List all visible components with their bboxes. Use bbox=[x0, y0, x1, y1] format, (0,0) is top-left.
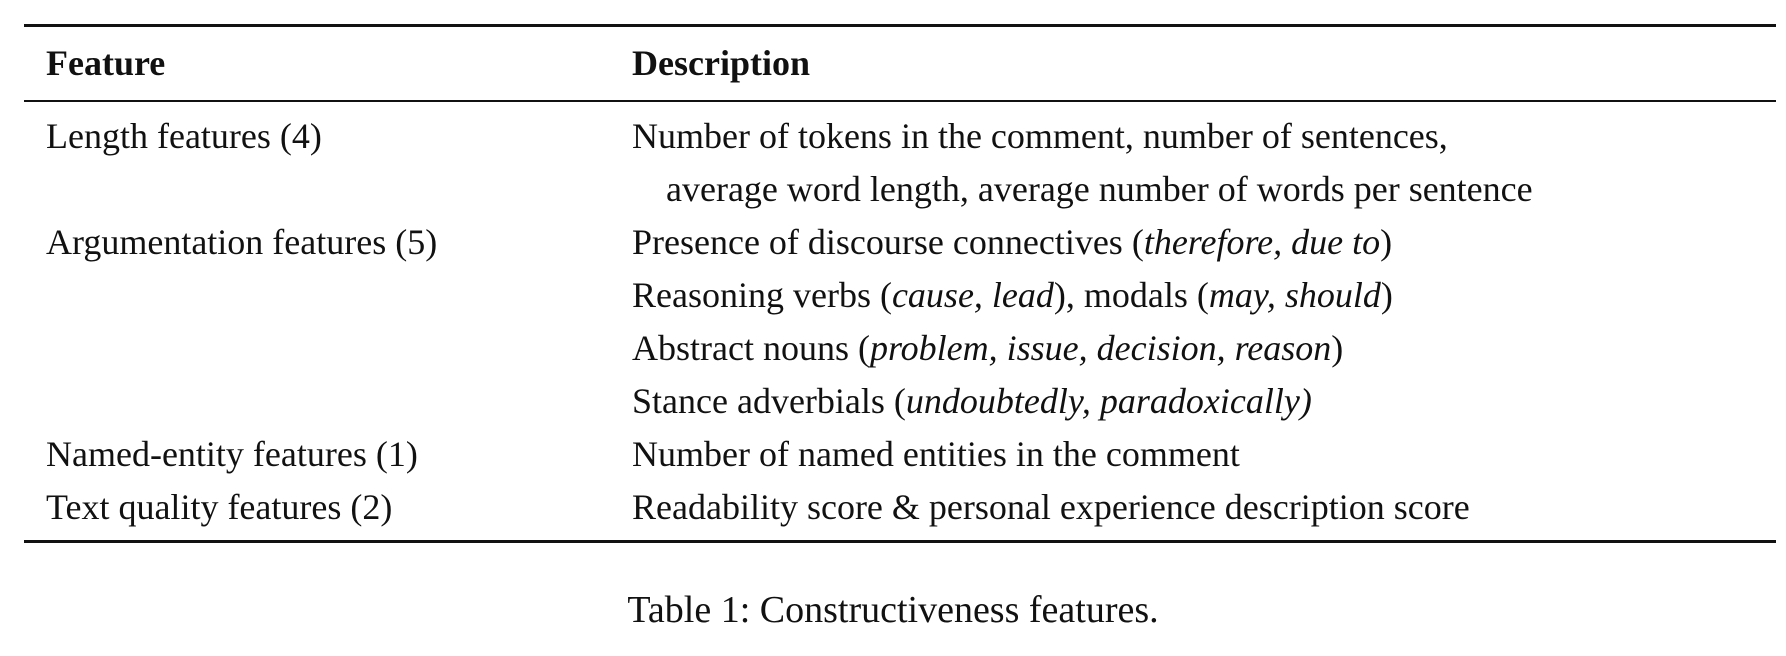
example-terms: cause, lead bbox=[891, 275, 1054, 315]
header-feature: Feature bbox=[46, 43, 166, 83]
description-text: Presence of discourse connectives ( bbox=[632, 222, 1144, 262]
table-row bbox=[24, 110, 1776, 163]
description-cell bbox=[632, 322, 1343, 375]
description-text: Number of tokens in the comment, number of sentences, bbox=[632, 116, 1448, 156]
description-cell bbox=[632, 375, 1312, 428]
table-caption: Table 1: Constructiveness features. bbox=[627, 589, 1159, 631]
header-description: Description bbox=[632, 43, 810, 83]
description-text: Reasoning verbs ( bbox=[632, 275, 892, 315]
description-text: Number of named entities in the comment bbox=[632, 434, 1240, 474]
feature-cell: Named-entity features (1) bbox=[46, 434, 418, 474]
example-terms: problem, issue, decision, reason bbox=[869, 328, 1332, 368]
example-terms: may, should bbox=[1208, 275, 1381, 315]
table-row bbox=[24, 375, 1776, 428]
example-terms: undoubtedly, paradoxically) bbox=[905, 381, 1312, 421]
example-terms: therefore, due to bbox=[1143, 222, 1381, 262]
table-row bbox=[24, 428, 1776, 481]
description-text: average word length, average number of words per sentence bbox=[666, 169, 1533, 209]
description-text: Abstract nouns ( bbox=[632, 328, 870, 368]
feature-cell: Text quality features (2) bbox=[46, 487, 393, 527]
features-table bbox=[24, 24, 1776, 543]
table-row bbox=[24, 163, 1776, 216]
description-text: ) bbox=[1380, 222, 1393, 262]
table-body bbox=[24, 102, 1776, 540]
description-text: ) bbox=[1380, 275, 1393, 315]
table-row bbox=[24, 481, 1776, 534]
description-cell bbox=[632, 481, 1470, 534]
description-cell bbox=[632, 216, 1392, 269]
description-text: ) bbox=[1331, 328, 1344, 368]
table-row bbox=[24, 269, 1776, 322]
table-row bbox=[24, 322, 1776, 375]
description-text: Readability score & personal experience description score bbox=[632, 487, 1470, 527]
bottom-rule bbox=[24, 540, 1776, 543]
description-cell bbox=[632, 269, 1393, 322]
description-cell bbox=[632, 163, 1533, 216]
description-cell bbox=[632, 428, 1240, 481]
table-row bbox=[24, 216, 1776, 269]
description-text: ), modals ( bbox=[1053, 275, 1209, 315]
feature-cell: Argumentation features (5) bbox=[46, 222, 438, 262]
feature-cell: Length features (4) bbox=[46, 116, 322, 156]
header-row bbox=[24, 27, 1776, 100]
description-text: Stance adverbials ( bbox=[632, 381, 906, 421]
description-cell bbox=[632, 110, 1448, 163]
